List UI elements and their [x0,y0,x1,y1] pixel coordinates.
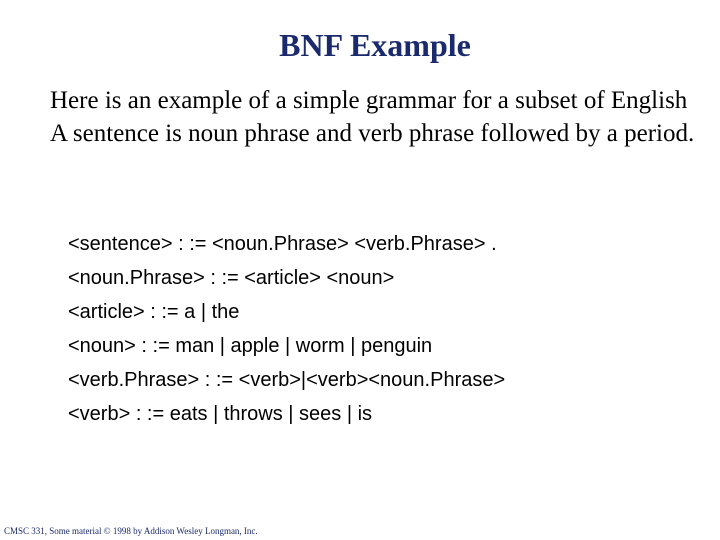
grammar-rules [68,227,708,431]
slide-title: BNF Example [279,27,471,63]
rule-verb-phrase: <verb.Phrase> : := <verb>|<verb><noun.Phrase> [68,369,506,391]
rule-noun-phrase: <noun.Phrase> : := <article> <noun> [68,267,395,289]
bullet-intro: Here is an example of a simple grammar for a subset of English [50,87,688,114]
bullet-list [50,86,700,152]
bullet-sentence-definition: A sentence is noun phrase and verb phrase followed by a period. [50,120,695,147]
rule-sentence: <sentence> : := <noun.Phrase> <verb.Phrase> . [68,233,497,255]
copyright-footer: CMSC 331, Some material © 1998 by Addison Wesley Longman, Inc. [4,526,258,536]
rule-verb: <verb> : := eats | throws | sees | is [68,403,373,425]
rule-noun: <noun> : := man | apple | worm | penguin [68,335,433,357]
rule-article: <article> : := a | the [68,301,240,323]
